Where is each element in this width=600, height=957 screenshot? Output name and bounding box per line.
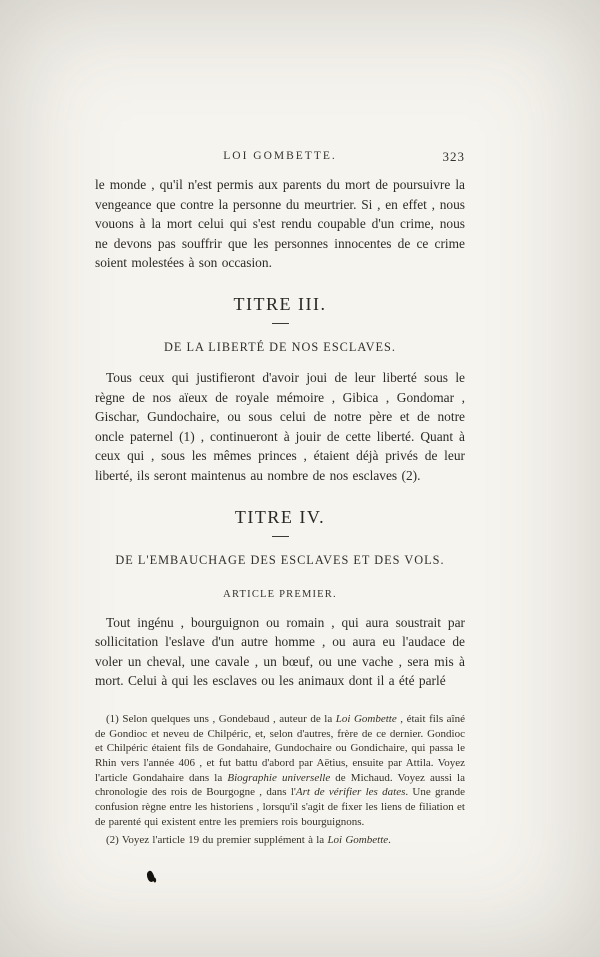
footnotes-section	[95, 712, 465, 847]
paragraph-continuation: le monde , qu'il n'est permis aux parents du mort de poursuivre la vengeance que contre la personne du meurtrier. Si , en effet , nous vouons à la mort celui qui s'est rendu coupable d'un crime, nous ne devons pas souffrir que les personnes innocentes de ce crime soient molestées à son occasion.	[95, 177, 465, 271]
ink-blot-mark	[145, 870, 156, 883]
running-header-title: LOI GOMBETTE.	[223, 150, 337, 162]
footnote-2: (2) Voyez l'article 19 du premier supplément à la Loi Gombette.	[106, 833, 391, 846]
titre-3-subheading: DE LA LIBERTÉ DE NOS ESCLAVES.	[164, 339, 396, 354]
titre-3-rule	[272, 323, 289, 324]
article-premier-heading: ARTICLE PREMIER.	[223, 588, 337, 600]
titre-3-heading: TITRE III.	[233, 293, 327, 314]
titre-4-rule	[272, 536, 289, 537]
text-block	[95, 150, 465, 847]
titre-4-heading: TITRE IV.	[234, 506, 326, 527]
paragraph-article-premier: Tout ingénu , bourguignon ou romain , qui aura soustrait par sollicitation l'eslave d'un autre homme , ou aura eu l'audace de voler un cheval, une cavale , un bœuf, ou une vache , sera mis à mort. Celui à qui les esclaves ou les animaux dont il a été parlé	[95, 614, 465, 689]
footnote-1: (1) Selon quelques uns , Gondebaud , auteur de la Loi Gombette , était fils aîné de Gondioc et neveu de Chilpéric, et, selon d'autres, frère de ce dernier. Gondioc et Chilpéric étaient fils de Gondahaire, Gundochaire ou Gondichaire, qui passa le Rhin vers l'année 406 , et fut battu d'abord par Aëtius, ensuite par Attila. Voyez l'article Gondahaire dans la Biographie universelle de Michaud. Voyez aussi la chronologie des rois de Bourgogne , dans l'Art de vérifier les dates. Une grande confusion règne entre les historiens , lorsqu'il s'agit de fixer les liens de filiation et de parenté qui existent entre les premiers rois bourguignons.	[95, 712, 465, 828]
paragraph-titre-3: Tous ceux qui justifieront d'avoir joui de leur liberté sous le règne de nos aïeux de royale mémoire , Gibica , Gondomar , Gischar, Gundochaire, ou sous celui de notre père et de notre oncle paternel (1) , continueront à jouir de cette liberté. Quant à ceux qui , sous les mêmes princes , étaient déjà privés de leur liberté, ils seront maintenus au nombre de nos esclaves (2).	[95, 369, 465, 483]
running-header	[95, 150, 465, 162]
page-number: 323	[442, 149, 465, 164]
titre-4-subheading: DE L'EMBAUCHAGE DES ESCLAVES ET DES VOLS.	[115, 552, 445, 567]
